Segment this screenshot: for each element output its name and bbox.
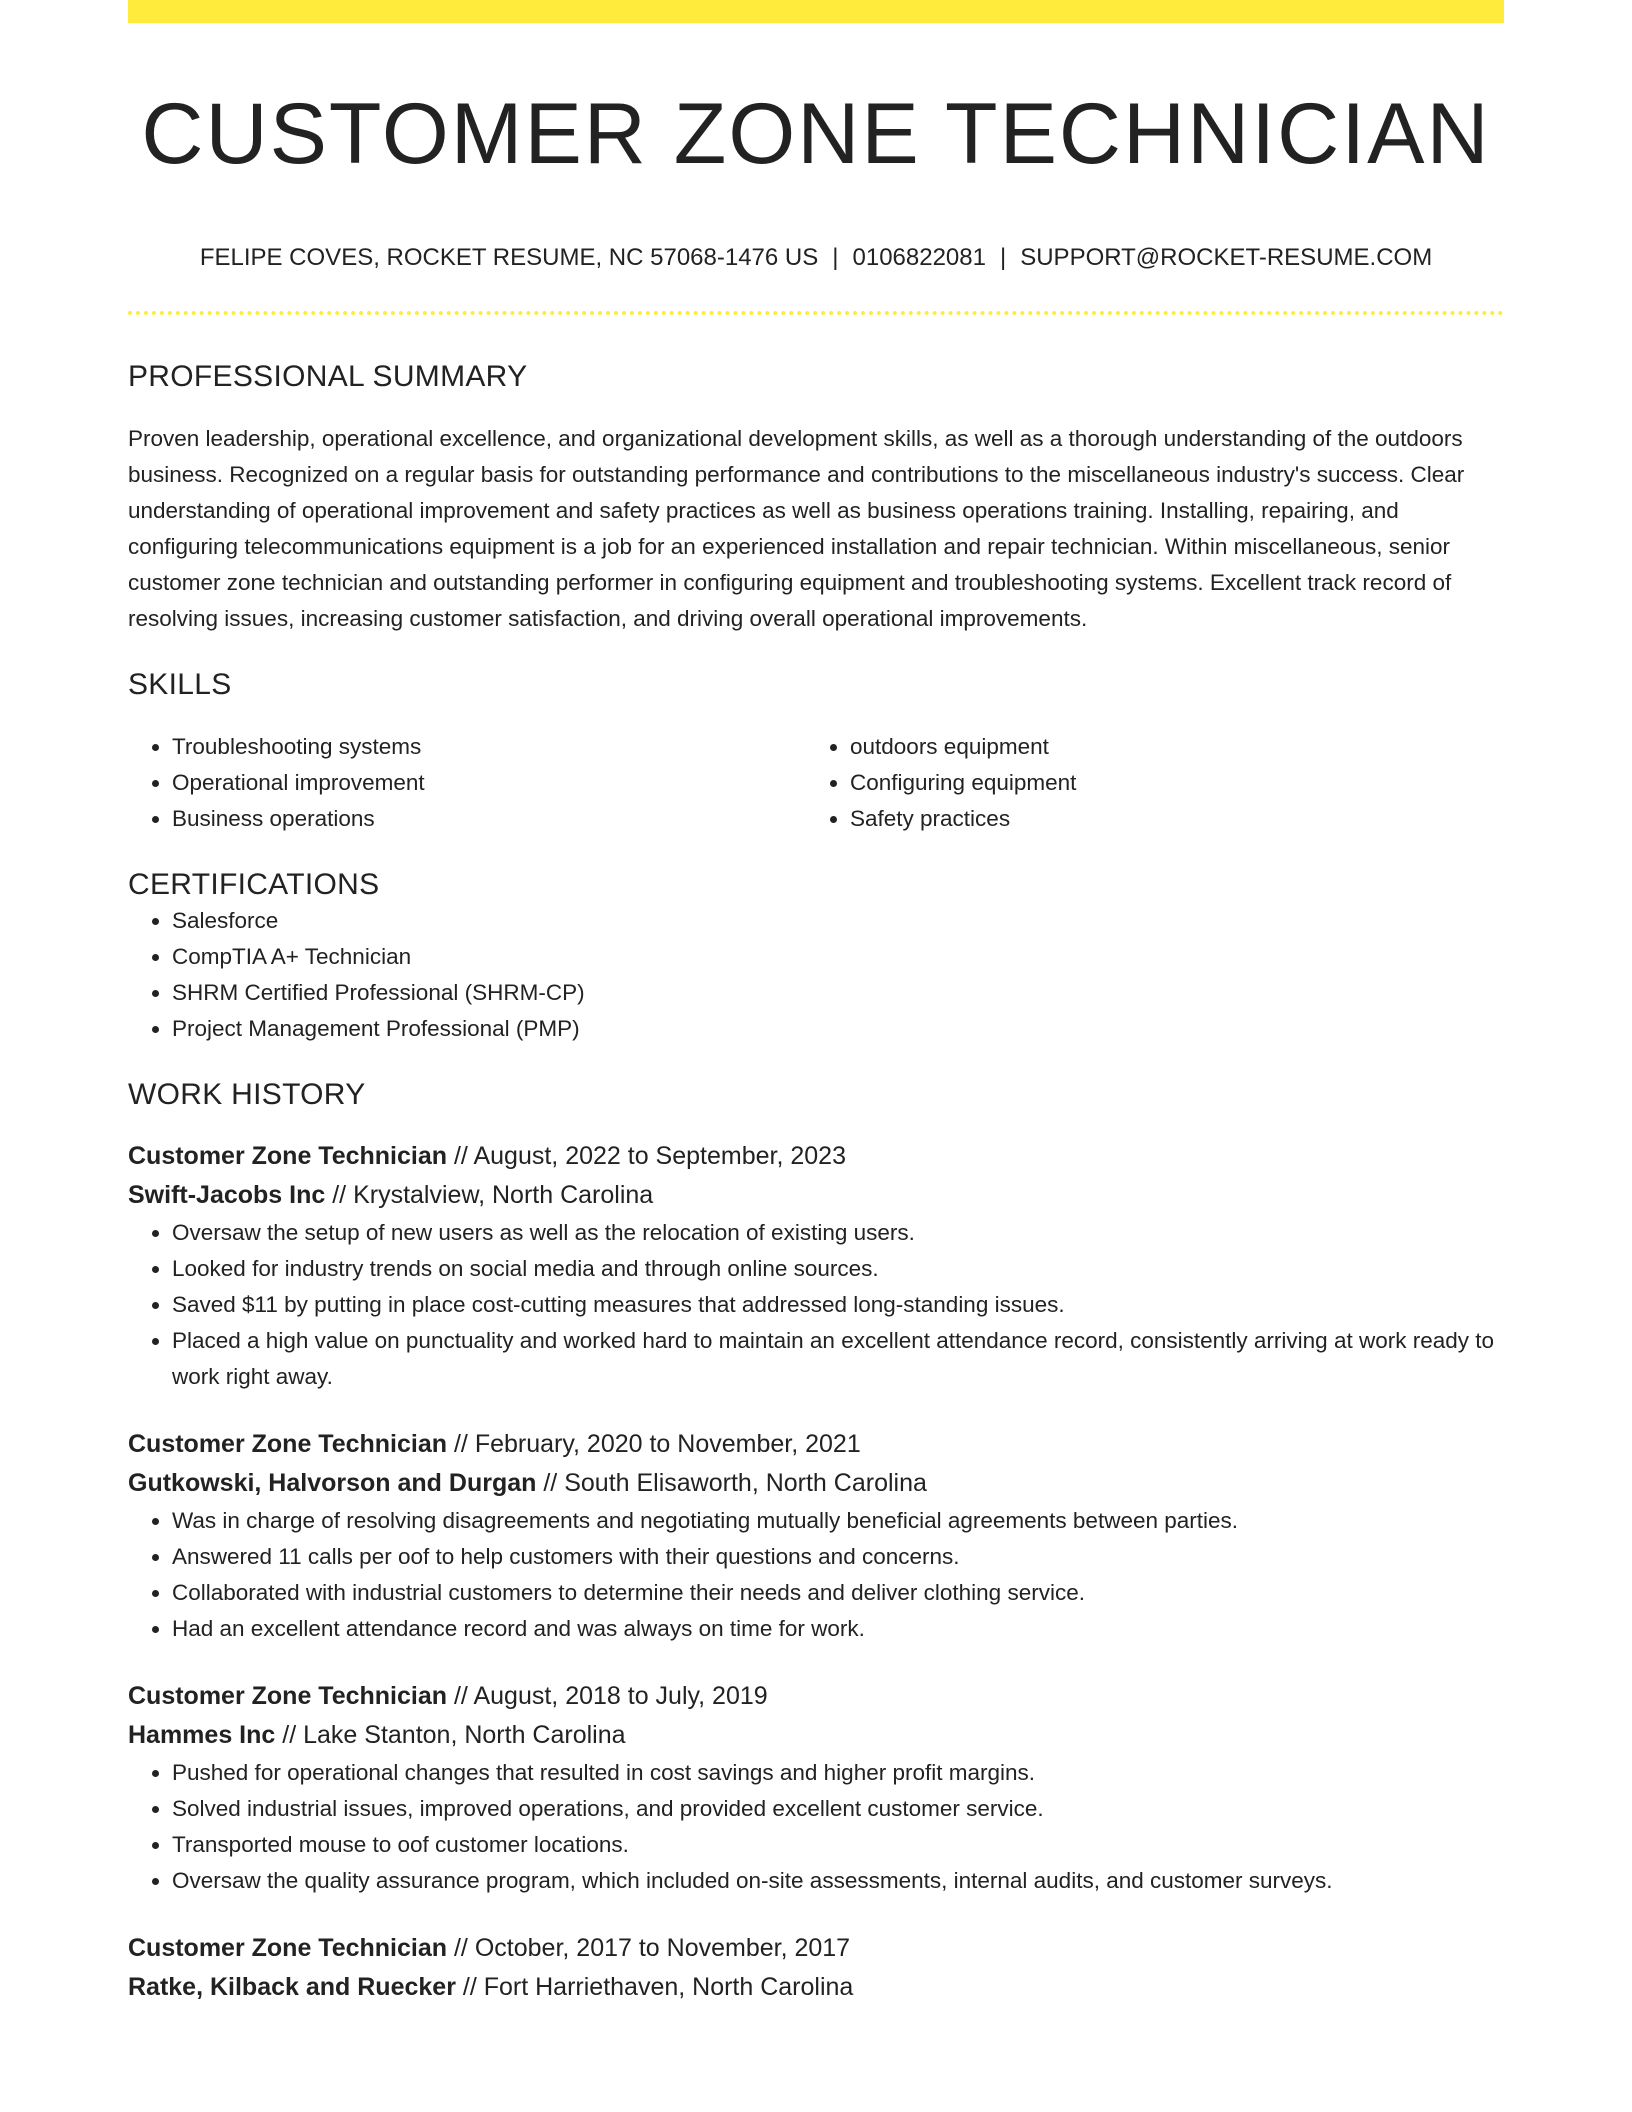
- job-dates: October, 2017 to November, 2017: [474, 1933, 851, 1962]
- job-location: Krystalview, North Carolina: [353, 1180, 654, 1209]
- job-duty-item: • Answered 11 calls per oof to help customers with their questions and concerns.: [172, 1539, 1504, 1575]
- skill-item: • Operational improvement: [172, 765, 806, 801]
- skill-item: • Troubleshooting systems: [172, 729, 806, 765]
- certification-item: • CompTIA A+ Technician: [172, 939, 1504, 975]
- skills-column-left: [128, 729, 806, 837]
- job-role-line: [128, 1425, 1504, 1464]
- job-duty-item: • Solved industrial issues, improved operations, and provided excellent customer service.: [172, 1791, 1504, 1827]
- job-separator: //: [282, 1720, 297, 1749]
- job-duties-list: [128, 1215, 1504, 1395]
- job-duties-list: [128, 1503, 1504, 1647]
- skill-item: • Configuring equipment: [850, 765, 1484, 801]
- job-duty-item: • Was in charge of resolving disagreements and negotiating mutually beneficial agreements between parties.: [172, 1503, 1504, 1539]
- job-dates: August, 2022 to September, 2023: [473, 1141, 846, 1170]
- job-duty-item: • Placed a high value on punctuality and worked hard to maintain an excellent attendance record, consistently arriving at work ready to work right away.: [172, 1323, 1504, 1395]
- certification-item: • Project Management Professional (PMP): [172, 1011, 1504, 1047]
- job-separator: //: [453, 1681, 468, 1710]
- skills-heading: SKILLS: [128, 667, 232, 701]
- job-duty-item: • Had an excellent attendance record and was always on time for work.: [172, 1611, 1504, 1647]
- job-dates: February, 2020 to November, 2021: [474, 1429, 861, 1458]
- job-separator: //: [332, 1180, 347, 1209]
- skill-item: • Safety practices: [850, 801, 1484, 837]
- contact-address: FELIPE COVES, ROCKET RESUME, NC 57068-1476 US: [199, 244, 819, 272]
- dotted-divider: [128, 311, 1504, 315]
- job-company: Gutkowski, Halvorson and Durgan: [128, 1468, 537, 1497]
- work-history-heading: WORK HISTORY: [128, 1077, 366, 1111]
- job-entry: [128, 1137, 1504, 1395]
- certifications-list: [128, 903, 1504, 1047]
- skill-item: • outdoors equipment: [850, 729, 1484, 765]
- job-role: Customer Zone Technician: [128, 1141, 448, 1170]
- job-company-line: [128, 1464, 1504, 1503]
- resume-name: CUSTOMER ZONE TECHNICIAN: [141, 86, 1491, 182]
- job-entry: [128, 1677, 1504, 1899]
- skills-column-right: [806, 729, 1484, 837]
- job-separator: //: [453, 1933, 468, 1962]
- contact-phone: 0106822081: [852, 244, 986, 272]
- accent-bar: [128, 0, 1504, 23]
- job-duties-list: [128, 1755, 1504, 1899]
- job-company-line: [128, 1968, 1504, 2007]
- skills-list: [128, 729, 1504, 837]
- summary-text: Proven leadership, operational excellence, and organizational development skills, as well as a thorough understanding of the outdoors business. Recognized on a regular basis for outstanding performance and contributions to the miscellaneous industry's success. Clear understanding of operational improvement and safety practices as well as business operations training. Installing, repairing, and configuring telecommunications equipment is a job for an experienced installation and repair technician. Within miscellaneous, senior customer zone technician and outstanding performer in configuring equipment and troubleshooting systems. Excellent track record of resolving issues, increasing customer satisfaction, and driving overall operational improvements.: [128, 425, 1465, 631]
- certification-item: • SHRM Certified Professional (SHRM-CP): [172, 975, 1504, 1011]
- job-separator: //: [453, 1141, 468, 1170]
- job-duty-item: • Saved $11 by putting in place cost-cutting measures that addressed long-standing issues.: [172, 1287, 1504, 1323]
- resume-page: [128, 0, 1504, 2007]
- job-company: Hammes Inc: [128, 1720, 276, 1749]
- certifications-heading: CERTIFICATIONS: [128, 867, 380, 901]
- job-role-line: [128, 1929, 1504, 1968]
- job-separator: //: [462, 1972, 477, 2001]
- job-role-line: [128, 1137, 1504, 1176]
- job-duty-item: • Transported mouse to oof customer locations.: [172, 1827, 1504, 1863]
- job-duty-item: • Pushed for operational changes that resulted in cost savings and higher profit margins.: [172, 1755, 1504, 1791]
- job-duty-item: • Looked for industry trends on social media and through online sources.: [172, 1251, 1504, 1287]
- contact-separator: |: [832, 244, 839, 272]
- job-role-line: [128, 1677, 1504, 1716]
- job-company-line: [128, 1176, 1504, 1215]
- job-company: Ratke, Kilback and Ruecker: [128, 1972, 456, 2001]
- job-company: Swift-Jacobs Inc: [128, 1180, 326, 1209]
- job-role: Customer Zone Technician: [128, 1933, 448, 1962]
- certification-item: • Salesforce: [172, 903, 1504, 939]
- job-separator: //: [453, 1429, 468, 1458]
- job-duty-item: • Oversaw the setup of new users as well as the relocation of existing users.: [172, 1215, 1504, 1251]
- contact-email: SUPPORT@ROCKET-RESUME.COM: [1020, 244, 1433, 272]
- job-separator: //: [543, 1468, 558, 1497]
- job-role: Customer Zone Technician: [128, 1429, 448, 1458]
- job-company-line: [128, 1716, 1504, 1755]
- job-duty-item: • Oversaw the quality assurance program, which included on-site assessments, internal audits, and customer surveys.: [172, 1863, 1504, 1899]
- job-duty-item: • Collaborated with industrial customers to determine their needs and deliver clothing service.: [172, 1575, 1504, 1611]
- job-role: Customer Zone Technician: [128, 1681, 448, 1710]
- job-location: South Elisaworth, North Carolina: [564, 1468, 927, 1497]
- job-dates: August, 2018 to July, 2019: [473, 1681, 768, 1710]
- contact-line: [128, 244, 1504, 273]
- job-entry: [128, 1425, 1504, 1647]
- contact-separator: |: [999, 244, 1007, 272]
- summary-heading: PROFESSIONAL SUMMARY: [128, 359, 528, 393]
- skill-item: • Business operations: [172, 801, 806, 837]
- job-location: Lake Stanton, North Carolina: [303, 1720, 626, 1749]
- job-location: Fort Harriethaven, North Carolina: [483, 1972, 854, 2001]
- job-entry: [128, 1929, 1504, 2007]
